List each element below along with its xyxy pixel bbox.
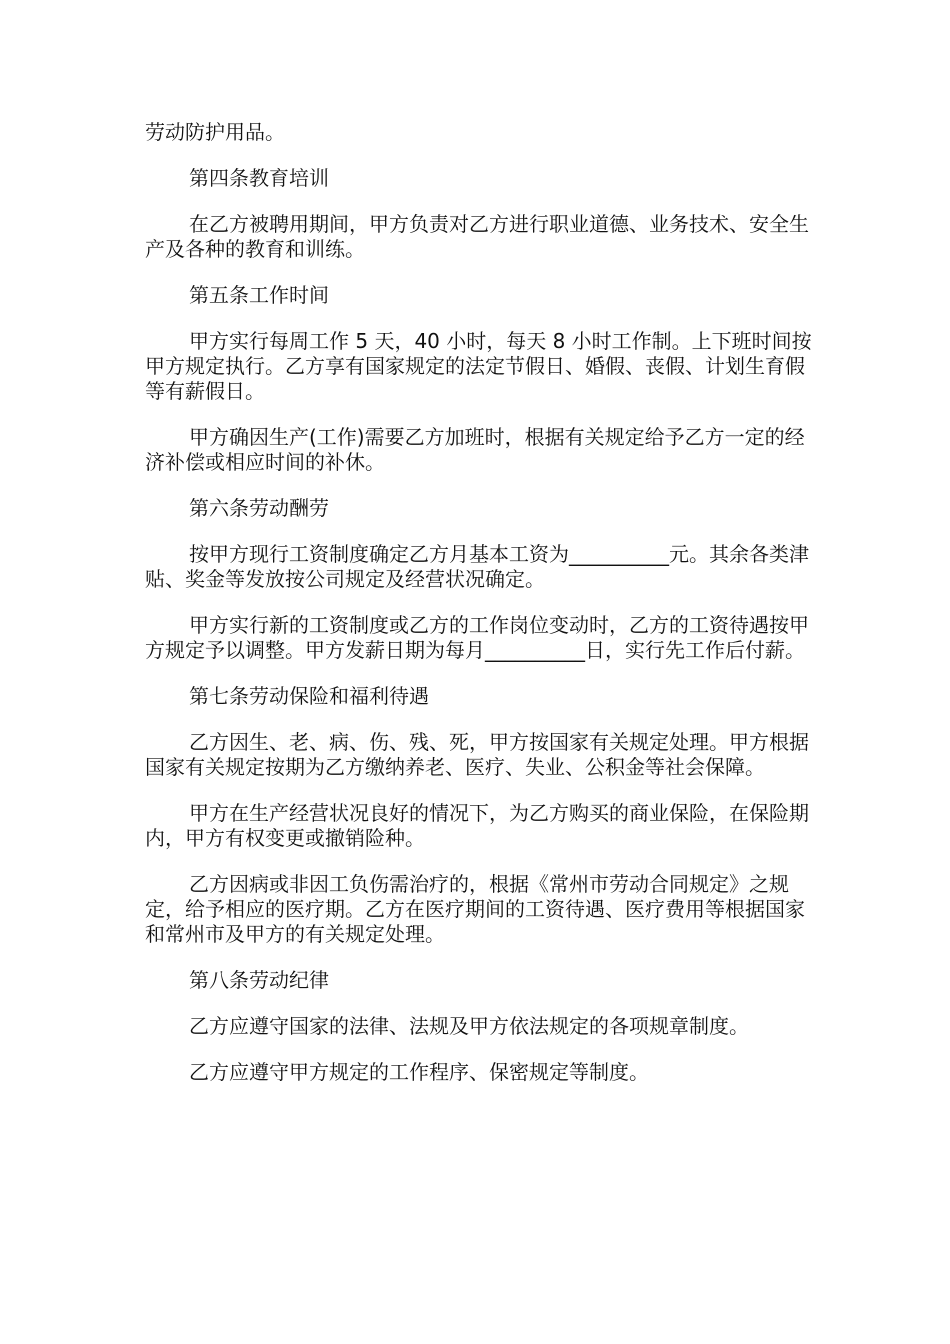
paragraph-laws-compliance: 乙方应遵守国家的法律、法规及甲方依法规定的各项规章制度。 bbox=[189, 1014, 749, 1038]
section-heading-article-4: 第四条教育培训 bbox=[189, 166, 329, 190]
paragraph-salary-adjustment: 甲方实行新的工资制度或乙方的工作岗位变动时，乙方的工资待遇按甲方规定予以调整。甲方发薪日期为每月__________日，实行先工作后付薪。 bbox=[145, 613, 809, 662]
paragraph-medical-leave: 乙方因病或非因工负伤需治疗的，根据《常州市劳动合同规定》之规定，给予相应的医疗期。乙方在医疗期间的工资待遇、医疗费用等根据国家和常州市及甲方的有关规定处理。 bbox=[145, 872, 805, 946]
paragraph-work-hours: 甲方实行每周工作 5 天，40 小时，每天 8 小时工作制。上下班时间按甲方规定执行。乙方享有国家规定的法定节假日、婚假、丧假、计划生育假等有薪假日。 bbox=[145, 329, 812, 403]
section-heading-article-7: 第七条劳动保险和福利待遇 bbox=[189, 684, 429, 708]
section-heading-article-5: 第五条工作时间 bbox=[189, 283, 329, 307]
paragraph-overtime: 甲方确因生产(工作)需要乙方加班时，根据有关规定给予乙方一定的经济补偿或相应时间的补休。 bbox=[145, 425, 805, 474]
paragraph-commercial-insurance: 甲方在生产经营状况良好的情况下，为乙方购买的商业保险，在保险期内，甲方有权变更或撤销险种。 bbox=[145, 801, 809, 850]
paragraph-procedures-compliance: 乙方应遵守甲方规定的工作程序、保密规定等制度。 bbox=[189, 1060, 649, 1084]
paragraph-continuation: 劳动防护用品。 bbox=[145, 120, 285, 144]
paragraph-social-insurance: 乙方因生、老、病、伤、残、死，甲方按国家有关规定处理。甲方根据国家有关规定按期为乙方缴纳养老、医疗、失业、公积金等社会保障。 bbox=[145, 730, 809, 779]
section-heading-article-8: 第八条劳动纪律 bbox=[189, 968, 329, 992]
section-heading-article-6: 第六条劳动酬劳 bbox=[189, 496, 329, 520]
paragraph-training: 在乙方被聘用期间，甲方负责对乙方进行职业道德、业务技术、安全生产及各种的教育和训练。 bbox=[145, 212, 809, 261]
document-body bbox=[145, 120, 815, 1106]
paragraph-base-salary: 按甲方现行工资制度确定乙方月基本工资为__________元。其余各类津贴、奖金等发放按公司规定及经营状况确定。 bbox=[145, 542, 809, 591]
